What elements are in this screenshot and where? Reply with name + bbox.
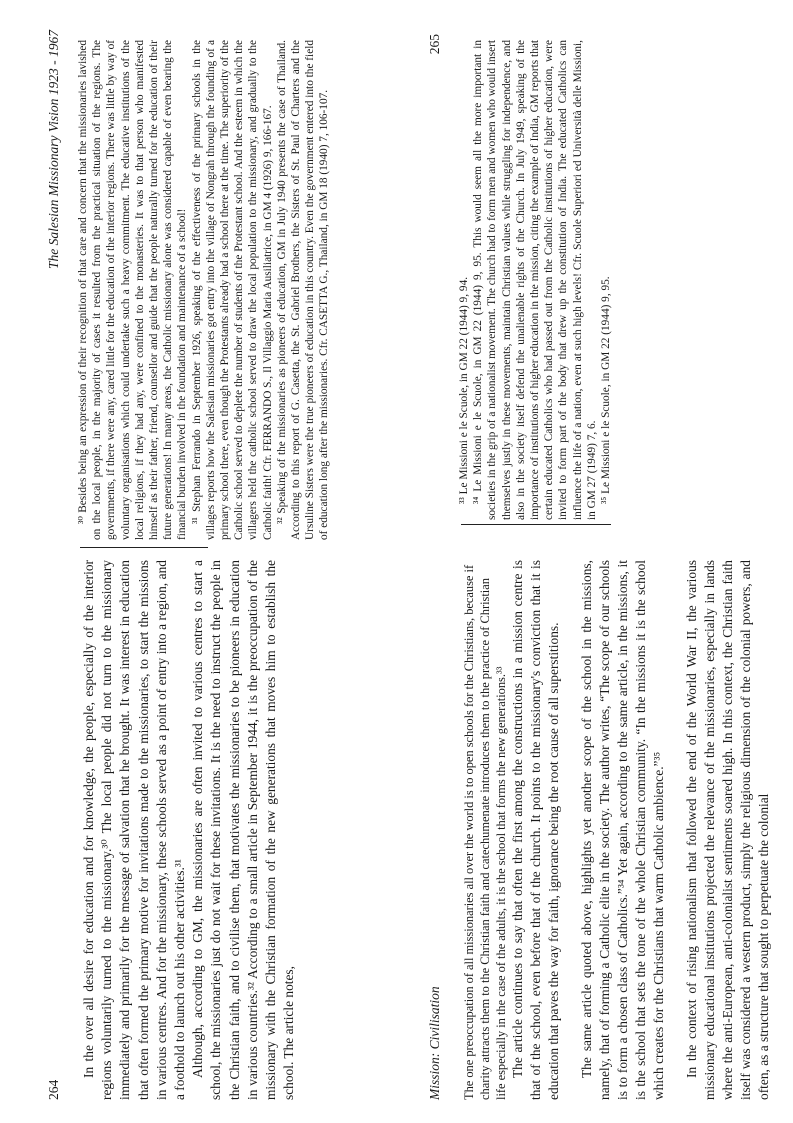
paragraph: The same article quoted above, highlights yet another scope of the school in the missions, namely, that of forming a Catholic elite in the society. The author writes, “The scope of our schools is to form a chosen class of Catholics.”³⁴ Yet again, according to the same article, in the missions, it is the school that sets the tone of the whole Christian community. “In the missions it is the school which creates for the Christians that warm Catholic ambience.”³⁵ bbox=[578, 560, 667, 1100]
paragraph: Although, according to GM, the missionaries are often invited to various centres to start a school, the missionaries just do not wait for these invitations. It is the need to instruct the people in the Christian faith, and to civilise them, that motivates the missionaries to be pioneers in education in various countries.³² According to a small article in September 1944, it is the preoccupation of the missionary with the Christian formation of the new generations that moves him to establish the school. The article notes, bbox=[190, 560, 297, 1100]
footnotes bbox=[457, 40, 613, 520]
page-number: 264 bbox=[46, 1079, 61, 1100]
main-text bbox=[461, 560, 774, 1100]
footnote-34: ³⁴ Le Missioni e le Scuole, in GM 22 (1944) 9, 95. This would seem all the more important in societies in the grip of a nationalist movement. The church had to form men and women who would insert themselves justly in these movements, maintain Christian values while struggling for independence, and also in the society itself defend the unalienable rights of the Church. In July 1949, speaking of the importance of institutions of higher education in the mission, citing the example of India, GM reports that certain educated Catholics who had passed out from the Catholic institutions of higher education, were invited to form part of the body that drew up the constitution of India. The educated Catholics can influence the life of a nation, even at such high levels! Cfr. Scuole Superiori ed Università delle Missioni, in GM 27 (1949) 7, 6. bbox=[472, 40, 598, 520]
paragraph: In the context of rising nationalism that followed the end of the World War II, the various missionary educational institutions projected the relevance of the missionaries, especially in lands where the anti-European, anti-colonialist sentiments soared high. In this context, the Christian faith itself was considered a western product, simply the religious dimension of the colonial powers, and often, as a structure that sought to perpetuate the colonial bbox=[683, 560, 772, 1100]
running-title: Mission: Civilisation bbox=[427, 986, 442, 1100]
main-text bbox=[80, 560, 298, 1100]
book-page-265 bbox=[423, 30, 793, 1100]
footnote-rule bbox=[80, 547, 208, 548]
footnote-30: ³⁰ Besides being an expression of their recognition of that care and concern that the missionaries lavished on the local people, in the majority of cases it resulted from the practical situation of the regions. The governments, if there were any, cared little for the education of the interior regions. There was little by way of voluntary organisations which could undertake such a heavy commitment. The educative institutions of the local religions, if they had any, were confined to the monasteries. It was to that person who manifested himself as their father, friend, counsellor and guide that the people naturally turned for the education of their future generations! In many areas, the Catholic missionary alone was considered capable of even bearing the financial burden involved in the foundation and maintenance of a school! bbox=[77, 40, 189, 540]
footnote-rule bbox=[461, 524, 611, 525]
footnote-32: ³² Speaking of the missionaries as pioneers of education, GM in July 1940 presents the case of Thailand. According to this report of G. Casetta, the St. Gabriel Brothers, the Sisters of St. Paul of Charters and the Ursuline Sisters were the true pioneers of education in this country. Even the government entered into the field of education long after the missionaries. Cfr. CASETTA G., Thailand, in GM 18 (1940) 7, 106-107. bbox=[275, 40, 331, 540]
footnote-35: ³⁵ Le Missioni e le Scuole, in GM 22 (1944) 9, 95. bbox=[600, 276, 613, 504]
paragraph: The article continues to say that often the first among the constructions in a mission centre is that of the school, even before that of the church. It points to the missionary's conviction that it is education that paves the way for faith, ignorance being the root cause of all superstitions. bbox=[510, 560, 562, 1100]
running-title: The Salesian Missionary Vision 1923 - 1967 bbox=[46, 30, 61, 269]
block-quote: The one preoccupation of all missionaries all over the world is to open schools for the Christians, because if charity attracts them to the Christian faith and catechumenate introduces them to the practice of Christian life especially in the case of the adults, it is the school that forms the new generations.³³ bbox=[462, 564, 508, 1100]
paragraph: In the over all desire for education and for knowledge, the people, especially of the interior regions voluntarily turned to the missionary.³⁰ The local people did not turn to the missionary immediately and primarily for the message of salvation that he brought. It was interest in education that often formed the primary motive for invitations made to the missionaries, to start the missions in various centres. And for the missionary, these schools served as a point of entry into a region, and a foothold to launch out his other activities.³¹ bbox=[81, 560, 188, 1100]
footnote-31: ³¹ Stephan Ferrando in September 1926, speaking of the effectiveness of the primary schools in the villages reports how the Salesian missionaries got entry into the village of Nongrah through the founding of a primary school there, even though the Protestants already had a school there at the time. The superiority of the Catholic school served to deplete the number of students of the Protestant school. And the esteem in which the villagers held the catholic school served to draw the local population to the missionary, and gradually to the Catholic faith! Cfr. FERRANDO S., Il Villaggio Maria Ausiliatrice, in GM 4 (1926) 9, 166-167. bbox=[190, 40, 274, 540]
page-header bbox=[427, 30, 447, 1100]
page-header bbox=[46, 30, 66, 1100]
footnote-33: ³³ Le Missioni e le Scuole, in GM 22 (1944) 9, 94. bbox=[458, 276, 470, 504]
footnotes bbox=[76, 40, 332, 540]
book-page-264 bbox=[42, 30, 412, 1100]
page-number: 265 bbox=[427, 34, 442, 55]
